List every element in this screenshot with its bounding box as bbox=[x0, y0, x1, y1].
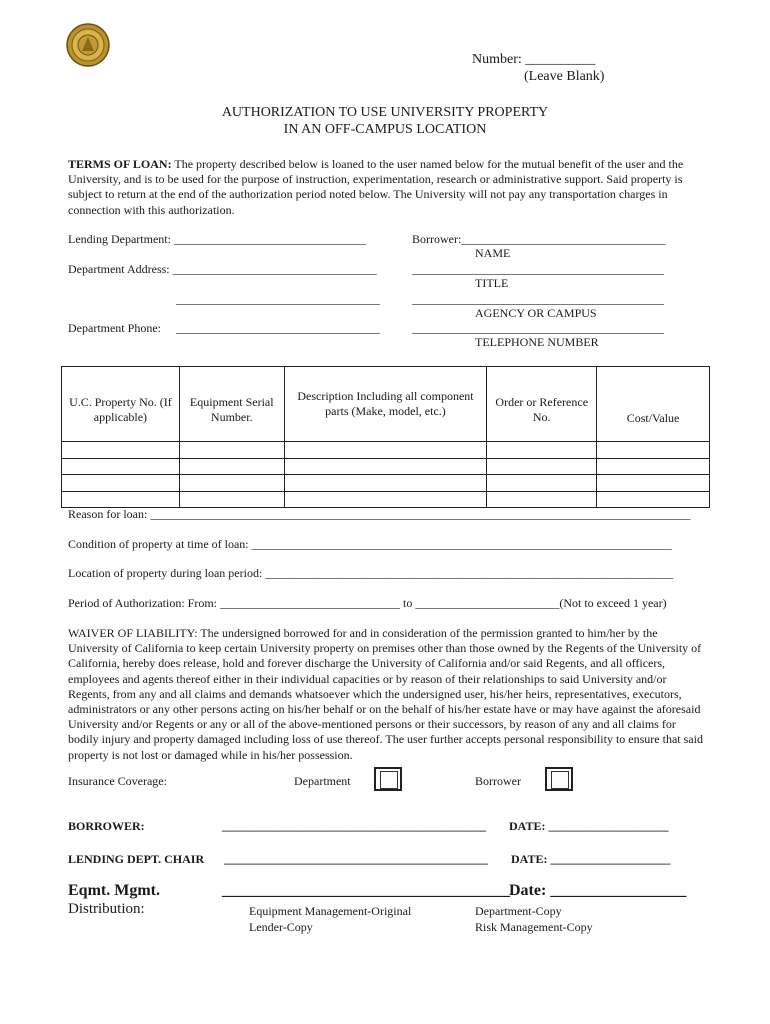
borrower-signature-label: BORROWER: bbox=[68, 819, 145, 833]
table-cell[interactable] bbox=[487, 458, 597, 475]
distribution-item: Lender-Copy bbox=[249, 920, 313, 934]
form-title-line2: IN AN OFF-CAMPUS LOCATION bbox=[283, 122, 487, 137]
insurance-department-label: Department bbox=[294, 774, 351, 788]
table-cell[interactable] bbox=[284, 491, 487, 508]
reason-for-loan-field[interactable]: Reason for loan: __________________________________________________________________________________________ bbox=[68, 507, 691, 521]
eqmt-mgmt-label: Eqmt. Mgmt. bbox=[68, 882, 160, 899]
number-field[interactable]: Number: __________ bbox=[472, 52, 596, 67]
eqmt-signature-line[interactable]: ____________________________________ bbox=[222, 882, 510, 899]
table-cell[interactable] bbox=[597, 442, 710, 459]
chair-signature-label: LENDING DEPT. CHAIR bbox=[68, 852, 205, 866]
distribution-item: Department-Copy bbox=[475, 904, 562, 918]
borrower-date-field[interactable]: DATE: ____________________ bbox=[509, 819, 669, 833]
col-order-ref: Order or Reference No. bbox=[487, 367, 597, 442]
terms-heading: TERMS OF LOAN: bbox=[68, 157, 172, 171]
table-cell[interactable] bbox=[62, 458, 180, 475]
distribution-label: Distribution: bbox=[68, 901, 145, 917]
borrower-name-field[interactable]: Borrower:__________________________________ bbox=[412, 232, 666, 246]
terms-of-loan bbox=[68, 157, 708, 218]
table-row[interactable] bbox=[62, 475, 710, 492]
table-cell[interactable] bbox=[179, 475, 284, 492]
location-field[interactable]: Location of property during loan period: ____________________________________________________________________ bbox=[68, 566, 674, 580]
telephone-caption: TELEPHONE NUMBER bbox=[475, 335, 599, 349]
table-cell[interactable] bbox=[62, 475, 180, 492]
table-cell[interactable] bbox=[597, 491, 710, 508]
borrower-title-field[interactable]: __________________________________________ bbox=[412, 262, 664, 276]
department-address-field[interactable]: Department Address: __________________________________ bbox=[68, 262, 377, 276]
table-cell[interactable] bbox=[179, 442, 284, 459]
table-cell[interactable] bbox=[62, 491, 180, 508]
name-caption: NAME bbox=[475, 246, 511, 260]
table-cell[interactable] bbox=[284, 442, 487, 459]
leave-blank-note: (Leave Blank) bbox=[524, 69, 605, 84]
insurance-coverage-label: Insurance Coverage: bbox=[68, 774, 167, 788]
department-address-line2[interactable]: __________________________________ bbox=[176, 292, 380, 306]
property-table bbox=[61, 366, 710, 508]
title-caption: TITLE bbox=[475, 276, 509, 290]
condition-field[interactable]: Condition of property at time of loan: ______________________________________________________________________ bbox=[68, 537, 672, 551]
table-row[interactable] bbox=[62, 491, 710, 508]
distribution-item: Equipment Management-Original bbox=[249, 904, 412, 918]
table-cell[interactable] bbox=[487, 442, 597, 459]
table-cell[interactable] bbox=[487, 475, 597, 492]
eqmt-date-field[interactable]: Date: _________________ bbox=[509, 882, 687, 899]
department-phone-field[interactable]: __________________________________ bbox=[176, 321, 380, 335]
col-property-no: U.C. Property No. (If applicable) bbox=[62, 367, 180, 442]
col-serial-number: Equipment Serial Number. bbox=[179, 367, 284, 442]
insurance-borrower-label: Borrower bbox=[475, 774, 521, 788]
insurance-borrower-checkbox[interactable] bbox=[545, 767, 573, 791]
checkbox-inner bbox=[551, 771, 569, 789]
distribution-item: Risk Management-Copy bbox=[475, 920, 593, 934]
period-note: (Not to exceed 1 year) bbox=[559, 596, 667, 610]
chair-signature-line[interactable]: ____________________________________________ bbox=[224, 852, 488, 866]
table-row[interactable] bbox=[62, 458, 710, 475]
table-cell[interactable] bbox=[284, 458, 487, 475]
borrower-phone-field[interactable]: __________________________________________ bbox=[412, 321, 664, 335]
table-cell[interactable] bbox=[597, 458, 710, 475]
department-phone-label: Department Phone: bbox=[68, 321, 161, 335]
table-header-row bbox=[62, 367, 710, 442]
insurance-department-checkbox[interactable] bbox=[374, 767, 402, 791]
col-cost-value: Cost/Value bbox=[597, 367, 710, 442]
form-title-line1: AUTHORIZATION TO USE UNIVERSITY PROPERTY bbox=[221, 105, 549, 120]
table-cell[interactable] bbox=[179, 491, 284, 508]
table-cell[interactable] bbox=[487, 491, 597, 508]
borrower-agency-field[interactable]: __________________________________________ bbox=[412, 292, 664, 306]
lending-department-field[interactable]: Lending Department: ________________________________ bbox=[68, 232, 366, 246]
table-cell[interactable] bbox=[62, 442, 180, 459]
col-description: Description Including all component parts (Make, model, etc.) bbox=[284, 367, 487, 442]
agency-caption: AGENCY OR CAMPUS bbox=[475, 306, 597, 320]
table-cell[interactable] bbox=[597, 475, 710, 492]
borrower-signature-line[interactable]: ____________________________________________ bbox=[222, 819, 486, 833]
period-from-to[interactable]: Period of Authorization: From: ______________________________ to ________________________ bbox=[68, 596, 560, 610]
table-cell[interactable] bbox=[179, 458, 284, 475]
checkbox-inner bbox=[380, 771, 398, 789]
university-seal-logo bbox=[66, 23, 110, 67]
terms-body: The property described below is loaned to the user named below for the mutual benefit of the user and the University, and is to be used for the purpose of instruction, experimentation, research or administrative support. Said property is subject to return at the end of the authorization period noted below. The University will not pay any transportation charges in connection with this authorization. bbox=[68, 157, 684, 217]
period-of-authorization-field[interactable] bbox=[68, 596, 667, 611]
waiver-of-liability: WAIVER OF LIABILITY: The undersigned borrowed for and in consideration of the permission granted to him/her by the University of California to keep certain University property on premises other than those owned by the Regents of the University of California, hereby does release, hold and forever discharge the University of California and/or said Regents, and all officers, employees and agents thereof either in their individual capacities or by reason of their relationships to said University and/or Regents, from any and all claims and demands whatsoever which the undersigned user, his/her heirs, representatives, executors, administrators or any other persons acting on his/her behalf or on the behalf of his/her estate have or may have against the aforesaid University and/or Regents or any or all of the above-mentioned persons or their successors, by reason of any and all claims for bodily injury and property damaged including loss of use thereof. The user further accepts personal responsibility to ensure that said property is not lost or damaged while in his/her possession. bbox=[68, 626, 703, 762]
chair-date-field[interactable]: DATE: ____________________ bbox=[511, 852, 671, 866]
table-cell[interactable] bbox=[284, 475, 487, 492]
table-row[interactable] bbox=[62, 442, 710, 459]
